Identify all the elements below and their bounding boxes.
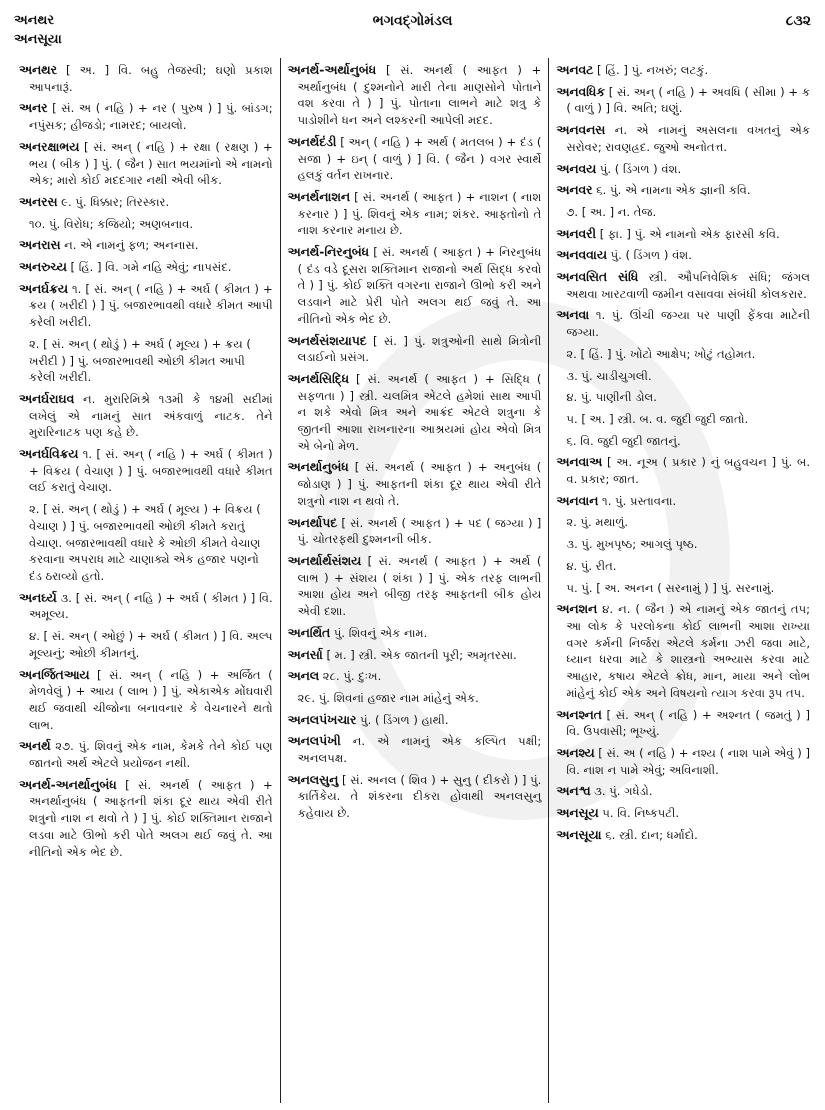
definition: [ સં. અનર્થ ( આફત ) + નાશન ( નાશ કરનાર ) ] પું. શિવનું એક નામ; શંકર. આફતોનો તે નાશ કરનાર મનાય છે. xyxy=(297,189,542,238)
headword: અનવવાય xyxy=(556,248,607,263)
headword: અનર્થસંશયાપદ xyxy=(287,333,367,348)
dictionary-entry xyxy=(288,553,542,620)
definition: ૯. પું. ધિક્કાર; તિરસ્કાર. xyxy=(57,194,170,209)
headword: અનવસિત સંધિ xyxy=(556,270,639,285)
headword: અનવય xyxy=(556,161,597,176)
dictionary-entry xyxy=(19,100,273,133)
headword: અનર્થ-અર્થાનુબંધ xyxy=(287,63,377,77)
definition: ૬. સ્ત્રી. દાન; ધર્માદો. xyxy=(601,827,698,842)
definition: [ અ. નૂઅ ( પ્રકાર ) નું બહુવચન ] પું. બ. વ. પ્રકાર; જાત. xyxy=(566,455,811,487)
dictionary-entry xyxy=(19,667,273,734)
definition: ૨૭. પું. શિવનું એક નામ, કેમકે તેને કોઈ પણ જાતનો અર્થ એટલે પ્રયોજન નથી. xyxy=(29,739,273,771)
definition: [ હિં. ] પું. નખરું; લટકું. xyxy=(593,63,709,77)
dictionary-entry xyxy=(556,226,810,243)
definition: [ હિં. ] વિ. ગમે નહિ એવું; નાપસંદ. xyxy=(66,260,232,275)
dictionary-entry xyxy=(288,668,542,685)
dictionary-entry xyxy=(288,62,542,129)
dictionary-entry xyxy=(556,62,810,79)
dictionary-entry xyxy=(288,772,542,822)
dictionary-entry xyxy=(556,827,810,844)
headword: અનર્ઘ્ય xyxy=(19,590,57,605)
headword: અનશ્નત xyxy=(556,707,602,722)
headword: અનર્થિત xyxy=(287,625,331,640)
dictionary-entry xyxy=(556,307,810,340)
headword: અનર્થનાશન xyxy=(287,189,351,204)
column-middle xyxy=(280,58,549,1103)
headword: અનરુચ્ય xyxy=(19,260,67,275)
headword: અનશ્ય xyxy=(556,745,595,760)
dictionary-entry xyxy=(19,62,273,95)
dictionary-entry xyxy=(288,515,542,548)
dictionary-entry xyxy=(556,454,810,487)
sub-sense: ૨. પું. મથાળું. xyxy=(566,515,629,530)
headword: અનર્થાર્થસંશય xyxy=(287,553,362,568)
definition: [ સં. અનર્થ ( આફત ) + અર્થ ( લાભ ) + સંશય ( શંકા ) ] પું. એક તરફ લાભની આશા હોય અને બીજી તરફ આફતની બીક હોય એવી દશા. xyxy=(297,553,542,619)
page-header xyxy=(0,0,825,58)
definition: પું. શિવનું એક નામ. xyxy=(330,625,428,640)
headword: અનવધિક xyxy=(556,84,605,99)
dictionary-entry xyxy=(288,189,542,239)
dictionary-entry xyxy=(19,259,273,276)
definition: [ અ. ] વિ. બહુ તેજસ્વી; ઘણો પ્રકાશ આપનારૂં. xyxy=(29,63,273,94)
definition: [ સં. અનર્થ ( આફત ) + અનર્થાનુબંધ ( આફતની શંકા દૂર થાય એવી રીતે શત્રુનો નાશ ન થવો તે ) ] પું. કોઈ શક્તિમાન રાજાને લડવા માટે ઊભો કરી પોતે અલગ થઈ જવું તે. આ નીતિનો એક ભેદ છે. xyxy=(29,777,273,859)
definition: [ સં. અનર્થ ( આફત ) + અનુબંધ ( જોડાણ ) ] પું. આફતની શંકા દૂર થાય એવી રીતે શત્રુનો નાશ ન થવો તે. xyxy=(297,460,542,508)
headword: અનર્જિતઆય xyxy=(19,667,90,682)
dictionary-entry xyxy=(288,134,542,184)
sub-sense: ૬. વિ. જુદી જુદી જાતનું. xyxy=(566,433,681,448)
definition: ૧. પું. પ્રસ્તાવના. xyxy=(598,493,677,508)
definition: પું. ( ડિંગળ ) વંશ. xyxy=(596,161,682,176)
definition: ૩. પું. ગધેડો. xyxy=(590,784,653,799)
dictionary-entry xyxy=(288,733,542,766)
sub-sense: ૨. [ સં. અન્ ( થોડું ) + અર્ઘ ( મૂલ્ય ) + વિક્રય ( વેચાણ ) ] પું. બજારભાવથી ઓછી કીમતે કરાતું વેચાણ. બજારભાવથી વધારે કે ઓછી કીમતે વેચાણ કરવાના અપરાધ માટે ચાણાક્યે એક હજાર પણનો દંડ ઠરાવ્યો હતો. xyxy=(29,502,261,583)
headword: અનલસુનુ xyxy=(287,772,339,787)
sub-sense: ૭. [ અ. ] ન. તેજ. xyxy=(566,204,657,219)
definition: [ સં. ] પું. શત્રુઓની સાથે મિત્રોની લડાઈનો પ્રસંગ. xyxy=(297,333,542,365)
dictionary-entry xyxy=(19,777,273,861)
dictionary-entry xyxy=(19,237,273,254)
sub-sense: ૩. પું. મુખપૃષ્ઠ; આગલું પૃષ્ઠ. xyxy=(566,537,698,552)
sub-sense: ૨. [ સં. અન્ ( થોડું ) + અર્ઘ ( મૂલ્ય ) + ક્રય ( ખરીદી ) ] પું. બજારભાવથી ઓછી કીમત આપી કરેલી ખરીદી. xyxy=(29,336,251,385)
dictionary-entry xyxy=(556,122,810,155)
headword: અનર્ઘરાઘવ xyxy=(19,391,75,406)
headword: અનવટ xyxy=(556,63,594,77)
headword: અનર્ઘક્રય xyxy=(19,281,68,296)
headword: અનર્થ-અનર્થાનુબંધ xyxy=(19,777,117,792)
definition: [ સં. અનલ ( શિવ ) + સુનુ ( દીકરો ) ] પું. કાર્તિકેય. તે શંકરના દીકરા હોવાથી અનલસુનુ કહેવાય છે. xyxy=(297,772,542,821)
dictionary-entry xyxy=(556,161,810,178)
definition: ૬. પું. એ નામના એક જ્ઞાની કવિ. xyxy=(592,183,751,198)
definition: ૧. પું. ઊંચી જગ્યા પર પાણી ફેંકવા માટેની જગ્યા. xyxy=(566,308,811,340)
dictionary-entry xyxy=(288,244,542,328)
dictionary-entry xyxy=(556,707,810,740)
sub-sense: ૫. [ અ. ] સ્ત્રી. બ. વ. જુદી જુદી જાતો. xyxy=(566,411,749,426)
dictionary-entry xyxy=(556,269,810,302)
definition: ૧. [ સં. અન્ ( નહિ ) + અર્ઘ ( કીમત ) + વિક્રય ( વેચાણ ) ] પું. બજારભાવથી વધારે કીમત લઈ કરાતું વેચાણ. xyxy=(29,447,273,495)
headword: અનવર xyxy=(556,183,593,198)
headword: અનલપંખી xyxy=(287,734,341,749)
page-number: ૮૩૨ xyxy=(785,13,811,29)
column-right xyxy=(548,58,817,1103)
headword: અનરાસ xyxy=(19,238,61,253)
column-left xyxy=(12,58,280,1103)
headword: અનરક્ષાભય xyxy=(19,139,80,154)
book-title: ભગવદ્ગોમંડલ xyxy=(372,13,453,29)
dictionary-entry xyxy=(288,371,542,455)
dictionary-entry xyxy=(19,738,273,771)
definition: [ સં. અનર્થ ( આફત ) + સિદ્ધિ ( સફળતા ) ] સ્ત્રી. ચલમિત્ર એટલે હમેશાં સાથ આપી ન શકે એવો મિત્ર અને આક્રંદ એટલે શત્રુના કે જીતની આશા રાખનારના આશ્રયમાં હોય એવો મિત્ર એ બેનો મેળ. xyxy=(297,371,542,453)
headword: અનલ xyxy=(287,669,320,684)
dictionary-entry xyxy=(556,745,810,778)
definition: ન. મુરારિમિશ્રે ૧૩મી કે ૧૪મી સદીમાં લખેલું એ નામનું સાત અંકવાળું નાટક. તેને મુરારિનાટક પણ કહે છે. xyxy=(29,391,273,440)
dictionary-entry xyxy=(19,281,273,331)
definition: ન. એ નામનું ફળ; અનનાસ. xyxy=(60,238,199,253)
definition: ન. એ નામનું અસલના વખતનું એક સરોવર; રાવણહ્રદ. જુઓ અનોતત્ત. xyxy=(566,123,811,154)
guide-word-first: અનથર xyxy=(14,13,55,28)
sub-sense: ૨૯. પું. શિવનાં હજાર નામ માંહેનું એક. xyxy=(297,690,479,705)
headword: અનવાન xyxy=(556,493,599,508)
dictionary-entry xyxy=(556,247,810,264)
definition: ૩. [ સં. અન્ ( નહિ ) + અર્ઘ ( કીમત ) ] વિ. અમૂલ્ય. xyxy=(29,590,273,622)
definition: ૧. [ સં. અન્ ( નહિ ) + અર્ઘ ( કીમત ) + ક્રય ( ખરીદી ) ] પું. બજારભાવથી વધારે કીમત આપી કરેલી ખરીદી. xyxy=(29,281,273,330)
headword: અનવરી xyxy=(556,226,597,241)
definition: [ સં. અન્ ( નહિ ) + રક્ષા ( રક્ષણ ) + ભય ( બીક ) ] પું. ( જૈન ) સાત ભયમાંનો એ નામનો એક; મારો કોઈ મદદગાર નથી એવી બીક. xyxy=(29,139,273,188)
definition: [ સં. અન્ ( નહિ ) + અવધિ ( સીમા ) + ક ( વાળું ) ] વિ. અતિ; ઘણું. xyxy=(566,84,811,116)
headword: અનરસ xyxy=(19,194,58,209)
dictionary-entry xyxy=(19,590,273,623)
dictionary-entry xyxy=(19,446,273,496)
definition: ન. એ નામનું એક કલ્પિત પક્ષી; અનલપક્ષ. xyxy=(297,734,542,766)
sub-sense: ૧૦. પું. વિરોધ; કજિયો; અણબનાવ. xyxy=(29,216,194,231)
dictionary-entry xyxy=(19,139,273,189)
headword: અનર્થાનુબંધ xyxy=(287,460,349,475)
definition: [ સં. અનર્થ ( આફત ) + પદ ( જગ્યા ) ] પું. ચોતરફથી દુશ્મનની બીક. xyxy=(297,515,542,547)
headword: અનસૂય xyxy=(556,806,599,821)
definition: [ ફા. ] પું. એ નામનો એક ફારસી કવિ. xyxy=(596,226,780,241)
dictionary-entry xyxy=(288,333,542,366)
definition: પું. ( ડિંગળ ) વંશ. xyxy=(606,248,692,263)
sub-sense: ૪. પું. રીત. xyxy=(566,558,617,573)
definition: [ અન્ ( નહિ ) + અર્થ ( મતલબ ) + દંડ ( સજા ) + ઇન્ ( વાળું ) ] વિ. ( જૈન ) વગર સ્વાર્થે હલકું વર્તન રાખનાર. xyxy=(297,134,542,183)
sub-sense: ૪. [ સં. અન્ ( ઓછું ) + અર્ઘ ( કીમત ) ] વિ. અલ્પ મૂલ્યનું; ઓછી કીમતનું. xyxy=(29,629,273,660)
dictionary-entry xyxy=(19,391,273,441)
definition: પું. ( ડિંગળ ) હાથી. xyxy=(356,712,449,727)
definition: [ સં. અન્ ( નહિ ) + અશ્નત ( જમતું ) ] વિ. ઉપવાસી; ભૂખ્યું. xyxy=(566,707,811,739)
definition: સ્ત્રી. ઔપનિવેશિક સંધિ; જંગલ અથવા ખારટવાળી જમીન વસાવવા સંબંધી કોલકરાર. xyxy=(566,270,811,301)
headword: અનવા xyxy=(556,308,590,323)
definition: [ મ. ] સ્ત્રી. એક જાતની પૂરી; અમૃતરસા. xyxy=(322,647,517,662)
dictionary-entry xyxy=(556,601,810,701)
guide-word-last: અનસૂયા xyxy=(14,32,62,47)
definition: [ સં. અન્ ( નહિ ) + અર્જિત ( મેળવેલું ) + આય ( લાભ ) ] પું. એકાએક મોંઘવારી થઈ જવાથી ચીજોના બનાવનાર કે વેચનારને થતો લાભ. xyxy=(29,667,273,732)
sub-sense: ૩. પું. ચાડીચુગલી. xyxy=(566,368,652,383)
definition: ૨૮. પું. દુઃખ. xyxy=(319,669,382,684)
headword: અનર્થસિદ્ધિ xyxy=(287,371,350,386)
definition: [ સં. અ ( નહિ ) + નર ( પુરુષ ) ] પું. બાંડગ; નપુંસક; હીજડો; નામરદ; બાયલો. xyxy=(29,101,273,133)
headword: અનલપંખચાર xyxy=(287,712,357,727)
definition: ૪. ન. ( જૈન ) એ નામનું એક જાતનું તપ; આ લોક કે પરલોકના કોઈ લાભની આશા રાખ્યા વગર કર્મની નિર્જરા એટલે કર્મના ઝરી જવા માટે, ધ્યાન ધરવા માટે કે શાસ્ત્રનો અભ્યાસ કરવા માટે આહાર, કષાય એટલે ક્રોધ, માન, માયા અને લોભ માંહેનું કોઈ એક અને વિષયનો ત્યાગ કરવા રૂપ તપ. xyxy=(566,602,811,700)
dictionary-entry xyxy=(556,493,810,510)
dictionary-entry xyxy=(556,182,810,199)
dictionary-columns xyxy=(12,58,817,1103)
headword: અનર્ઘવિક્રય xyxy=(19,447,79,462)
definition: ૫. વિ. નિષ્કપટી. xyxy=(598,806,680,821)
sub-sense: ૨. [ હિં. ] પું. ખોટો આક્ષેપ; ખોટું તહોમત. xyxy=(566,346,756,361)
dictionary-entry xyxy=(556,783,810,800)
dictionary-entry xyxy=(19,194,273,211)
dictionary-entry xyxy=(288,459,542,509)
headword: અનશન xyxy=(556,602,598,617)
sub-sense: ૫. પું. [ અ. અનન ( સરનામું ) ] પું. સરનામું. xyxy=(566,580,775,595)
headword: અનવનસ xyxy=(556,123,606,138)
dictionary-entry xyxy=(288,625,542,642)
dictionary-entry xyxy=(288,647,542,664)
headword: અનશ્વ xyxy=(556,784,591,799)
headword: અનર xyxy=(19,101,48,116)
headword: અનર્થ-નિરનુબંધ xyxy=(287,245,370,260)
headword: અનર્થદંડી xyxy=(287,134,337,149)
definition: [ સં. અ ( નહિ ) + નશ્ય ( નાશ પામે એવું ) ] વિ. નાશ ન પામે એવું; અવિનાશી. xyxy=(566,745,811,777)
definition: [ સં. અનર્થ ( આફત ) + અર્થાનુબંધ ( દુશ્મનોને મારી તેના માણસોને પોતાને વશ કરવા તે ) ] પું. પોતાના લાભને માટે શત્રુ કે પાડોશીને ધન અને લશ્કરની આપેલી મદદ. xyxy=(297,63,542,128)
sub-sense: ૪. પું. પાણીની ડોલ. xyxy=(566,390,657,405)
definition: [ સં. અનર્થ ( આફત ) + નિરનુબંધ ( દંડ વડે દૂસરા શક્તિમાન રાજાનો અર્થ સિદ્ધ કરવો તે ) ] પું. કોઈ શક્તિ વગરના રાજાને ઊભો કરી અને લડવાને માટે પ્રેરી પોતે અલગ થઈ જવું તે. આ નીતિનો એક ભેદ છે. xyxy=(297,245,542,326)
dictionary-entry xyxy=(288,712,542,729)
headword: અનથર xyxy=(19,63,57,77)
headword: અનર્થ xyxy=(19,739,51,754)
headword: અનર્થાપદ xyxy=(287,515,338,530)
headword: અનસૂયા xyxy=(556,827,602,842)
dictionary-entry xyxy=(556,84,810,117)
dictionary-entry xyxy=(556,805,810,822)
headword: અનર્સા xyxy=(287,647,323,662)
headword: અનવાઅ xyxy=(556,455,603,470)
